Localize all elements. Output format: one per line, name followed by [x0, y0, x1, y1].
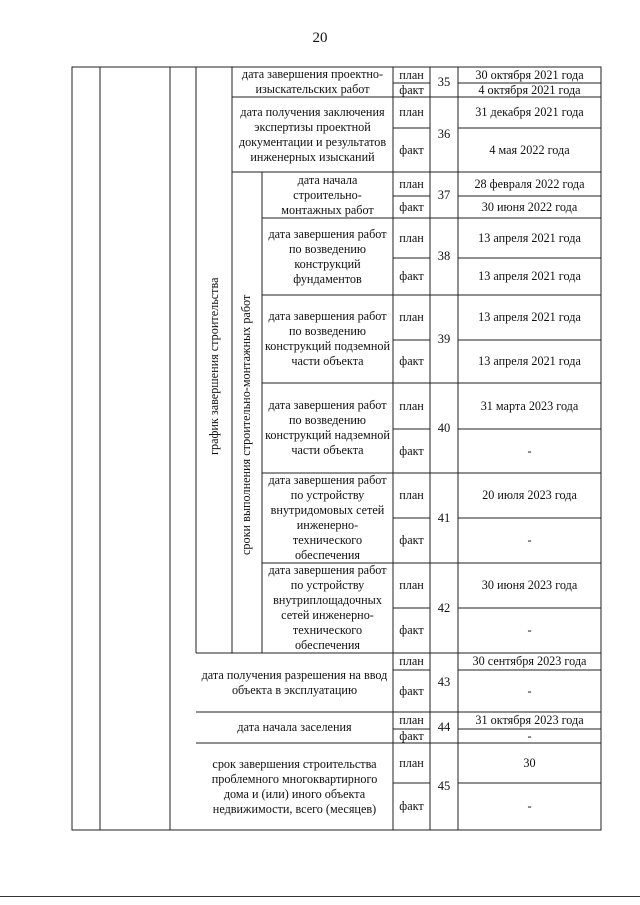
plan-label: план: [399, 755, 424, 770]
row-number: 39: [437, 331, 451, 346]
fact-label: факт: [399, 623, 424, 637]
plan-value: 13 апреля 2021 года: [478, 230, 581, 245]
plan-value: 31 марта 2023 года: [480, 398, 579, 413]
plan-value: 31 октября 2023 года: [475, 713, 584, 727]
plan-label: план: [399, 230, 424, 245]
plan-value: 30: [523, 755, 536, 770]
plan-label: план: [399, 578, 424, 592]
fact-label: факт: [399, 683, 424, 698]
row-label: дата начала заселения: [237, 720, 352, 734]
fact-value: -: [527, 728, 532, 743]
row-label: дата завершения работ по возведению конструкций надземной части объекта: [265, 398, 390, 457]
row-label: дата начала строительно-монтажных работ: [281, 172, 374, 217]
plan-label: план: [399, 488, 424, 502]
row-label: дата завершения работ по возведению конструкций подземной части объекта: [264, 309, 391, 368]
row-number: 37: [437, 187, 451, 202]
plan-value: 30 октября 2021 года: [475, 67, 584, 82]
fact-value: -: [527, 623, 532, 637]
row-number: 43: [437, 675, 451, 689]
fact-value: -: [527, 683, 532, 698]
fact-label: факт: [399, 354, 424, 368]
row-number: 41: [437, 510, 451, 525]
row-label: дата завершения работ по устройству внутридомовых сетей инженерно-технического обеспечения: [268, 473, 387, 562]
fact-value: 13 апреля 2021 года: [478, 269, 581, 283]
row-number: 44: [437, 720, 451, 734]
plan-value: 13 апреля 2021 года: [478, 310, 581, 324]
plan-label: план: [399, 654, 424, 668]
fact-label: факт: [399, 269, 424, 283]
fact-label: факт: [399, 142, 424, 157]
plan-label: план: [399, 176, 424, 191]
page-bottom-rule: [0, 896, 640, 897]
row-label: дата получения разрешения на ввод объекта в эксплуатацию: [201, 667, 388, 697]
plan-label: план: [399, 398, 424, 413]
fact-value: -: [527, 799, 532, 813]
section-label-schedule: график завершения строительства: [207, 277, 221, 455]
fact-label: факт: [399, 799, 424, 813]
plan-label: план: [399, 310, 424, 324]
fact-value: 30 июня 2022 года: [481, 199, 578, 214]
row-label: дата завершения работ по возведению конструкций фундаментов: [268, 226, 387, 286]
row-number: 35: [437, 74, 451, 89]
fact-value: 13 апреля 2021 года: [478, 354, 581, 368]
fact-label: факт: [399, 199, 424, 214]
row-label: срок завершения строительства проблемного многоквартирного дома и (или) иного объекта недвижимости, всего (месяцев): [211, 756, 378, 816]
row-number: 38: [437, 249, 451, 263]
fact-label: факт: [399, 443, 424, 458]
row-label: дата получения заключения экспертизы проектной документации и результатов инженерных изысканий: [238, 104, 387, 164]
page-number: 20: [312, 30, 328, 46]
row-label: дата завершения проектно-изыскательских работ: [241, 67, 384, 96]
plan-label: план: [399, 105, 424, 119]
row-number: 45: [437, 779, 451, 793]
fact-value: 4 октября 2021 года: [478, 82, 581, 97]
fact-label: факт: [399, 533, 424, 547]
fact-label: факт: [399, 728, 424, 743]
row-number: 40: [437, 420, 451, 435]
plan-value: 30 сентября 2023 года: [472, 654, 587, 668]
plan-label: план: [399, 713, 424, 727]
fact-value: -: [527, 443, 532, 458]
fact-value: 4 мая 2022 года: [489, 142, 570, 157]
row-label: дата завершения работ по устройству внутриплощадочных сетей инженерно-технического обеспечения: [268, 563, 387, 652]
plan-value: 20 июля 2023 года: [482, 488, 577, 502]
fact-label: факт: [399, 82, 424, 97]
fact-value: -: [527, 533, 532, 547]
section-label-construction: сроки выполнения строительно-монтажных работ: [239, 294, 253, 555]
plan-label: план: [399, 67, 424, 82]
row-number: 36: [437, 127, 451, 141]
plan-value: 28 февраля 2022 года: [474, 176, 585, 191]
plan-value: 30 июня 2023 года: [481, 578, 578, 592]
row-number: 42: [437, 600, 451, 615]
plan-value: 31 декабря 2021 года: [475, 105, 584, 119]
